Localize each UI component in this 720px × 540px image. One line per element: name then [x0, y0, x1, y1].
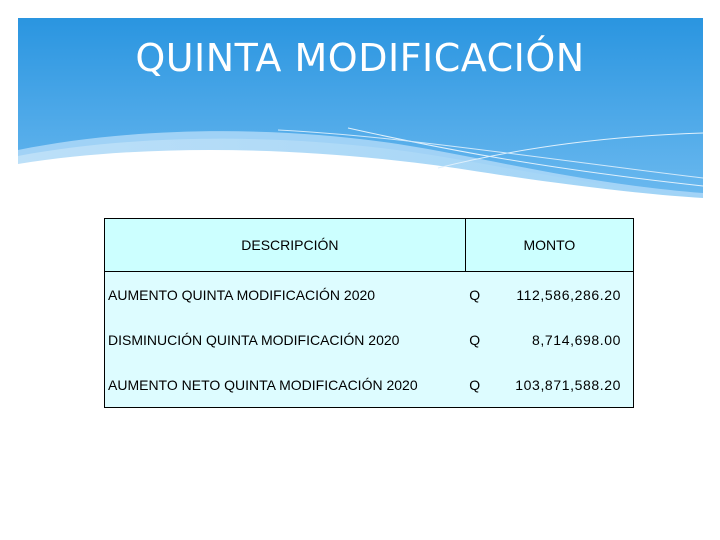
row-description: DISMINUCIÓN QUINTA MODIFICACIÓN 2020: [105, 317, 466, 362]
row-currency: Q: [465, 272, 497, 318]
row-amount: 103,871,588.20: [497, 362, 633, 408]
column-header-amount: MONTO: [465, 219, 633, 272]
row-amount: 8,714,698.00: [497, 317, 633, 362]
row-currency: Q: [465, 362, 497, 408]
row-currency: Q: [465, 317, 497, 362]
page-title: QUINTA MODIFICACIÓN: [135, 36, 585, 80]
row-amount: 112,586,286.20: [497, 272, 633, 318]
table-row: [105, 362, 634, 408]
row-description: AUMENTO NETO QUINTA MODIFICACIÓN 2020: [105, 362, 466, 408]
table-row: [105, 272, 634, 318]
column-header-description: DESCRIPCIÓN: [105, 219, 466, 272]
row-description: AUMENTO QUINTA MODIFICACIÓN 2020: [105, 272, 466, 318]
table-row: [105, 317, 634, 362]
modification-table: [104, 218, 634, 408]
table-header-row: [105, 219, 634, 272]
